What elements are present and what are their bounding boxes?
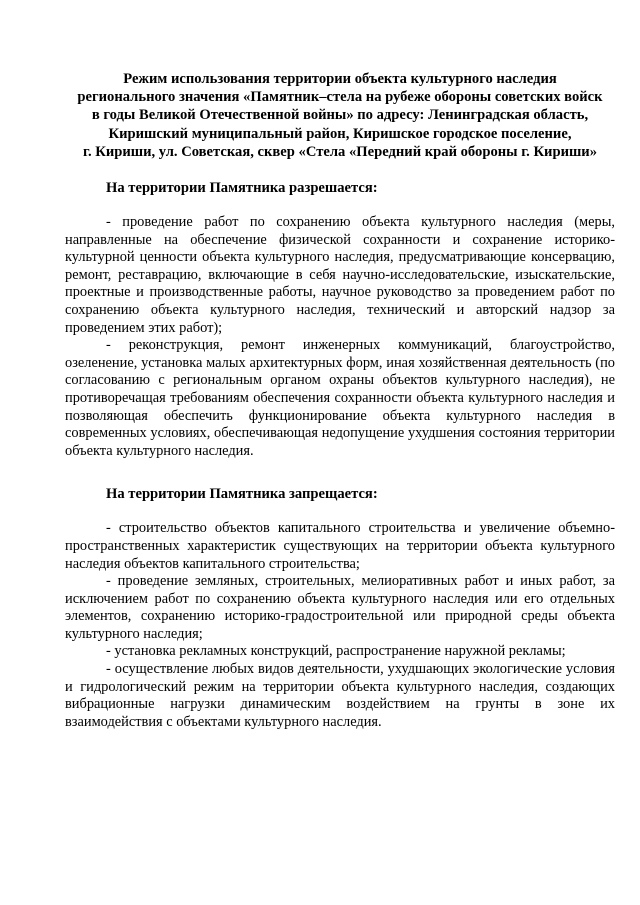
allowed-list [65,214,615,460]
title-line: в годы Великой Отечественной войны» по адресу: Ленинградская область, [91,107,589,124]
prohibited-list [65,520,615,731]
document-page [65,70,615,731]
title-line: регионального значения «Памятник–стела на рубеже обороны советских войск [77,89,603,106]
title-line: Киришский муниципальный район, Киришское городское поселение, [108,125,572,142]
prohibited-item: - установка рекламных конструкций, распространение наружной рекламы; [106,643,566,660]
document-title [65,70,615,161]
title-line: Режим использования территории объекта культурного наследия [123,71,557,87]
prohibited-heading: На территории Памятника запрещается: [106,486,378,503]
title-line: г. Кириши, ул. Советская, сквер «Стела «Передний край обороны г. Кириши» [82,143,598,160]
prohibited-item: - проведение земляных, строительных, мелиоративных работ и иных работ, за исключением работ по сохранению объекта культурного наследия или его отдельных элементов, сохранению историко-градостроительной или природной среды объекта культурного наследия; [65,573,615,642]
prohibited-item: - строительство объектов капитального строительства и увеличение объемно-пространственных характеристик существующих на территории объекта культурного наследия объектов капитального строительства; [65,520,615,572]
allowed-item: - реконструкция, ремонт инженерных коммуникаций, благоустройство, озеленение, установка малых архитектурных форм, иная хозяйственная деятельность (по согласованию с региональным органом охраны объектов культурного наследия), не противоречащая требованиям обеспечения сохранности объекта культурного наследия и позволяющая обеспечить функционирование объекта культурного наследия в современных условиях, обеспечивающая недопущение ухудшения состояния территории объекта культурного наследия. [65,337,615,459]
allowed-heading: На территории Памятника разрешается: [106,180,378,197]
prohibited-item: - осуществление любых видов деятельности, ухудшающих экологические условия и гидрологический режим на территории объекта культурного наследия, создающих вибрационные нагрузки динамическим воздействием на грунты в зоне их взаимодействия с объектами культурного наследия. [65,661,615,730]
allowed-item: - проведение работ по сохранению объекта культурного наследия (меры, направленные на обеспечение физической сохранности и сохранение историко-культурной ценности объекта культурного наследия, предусматривающие консервацию, ремонт, реставрацию, включающие в себя научно-исследовательские, изыскательские, проектные и производственные работы, научное руководство за проведением работ по сохранению объекта культурного наследия, технический и авторский надзор за проведением этих работ); [65,214,615,336]
